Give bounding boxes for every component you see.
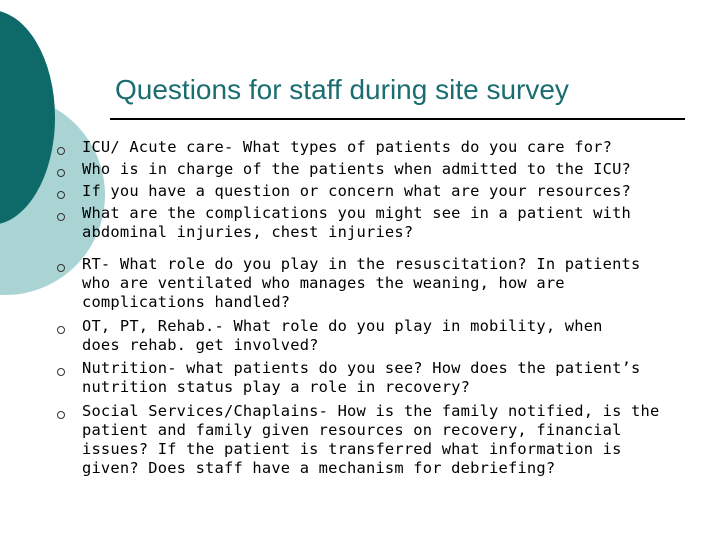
slide-title: Questions for staff during site survey — [115, 74, 569, 105]
circle-bullet-icon — [57, 191, 65, 199]
circle-bullet-icon — [57, 169, 65, 177]
question-text: Who is in charge of the patients when admitted to the ICU? — [82, 160, 632, 178]
title-underline — [110, 118, 685, 120]
circle-bullet-icon — [57, 326, 65, 334]
question-text: If you have a question or concern what are your resources? — [82, 182, 632, 200]
circle-bullet-icon — [57, 213, 65, 221]
question-text: Nutrition- what patients do you see? How does the patient’s nutrition status play a role in recovery? — [82, 359, 641, 396]
question-text: OT, PT, Rehab.- What role do you play in mobility, when does rehab. get involved? — [82, 317, 603, 354]
circle-bullet-icon — [57, 147, 65, 155]
question-text: RT- What role do you play in the resuscitation? In patients who are ventilated who manages the weaning, how are complications handled? — [82, 255, 641, 311]
question-text: What are the complications you might see in a patient with abdominal injuries, chest injuries? — [82, 204, 632, 241]
question-text: Social Services/Chaplains- How is the family notified, is the patient and family given resources on recovery, financial issues? If the patient is transferred what information is given? Does staff have a mechanism for debriefing? — [82, 402, 660, 477]
circle-bullet-icon — [57, 264, 65, 272]
circle-bullet-icon — [57, 411, 65, 419]
question-text: ICU/ Acute care- What types of patients do you care for? — [82, 138, 613, 156]
circle-bullet-icon — [57, 368, 65, 376]
